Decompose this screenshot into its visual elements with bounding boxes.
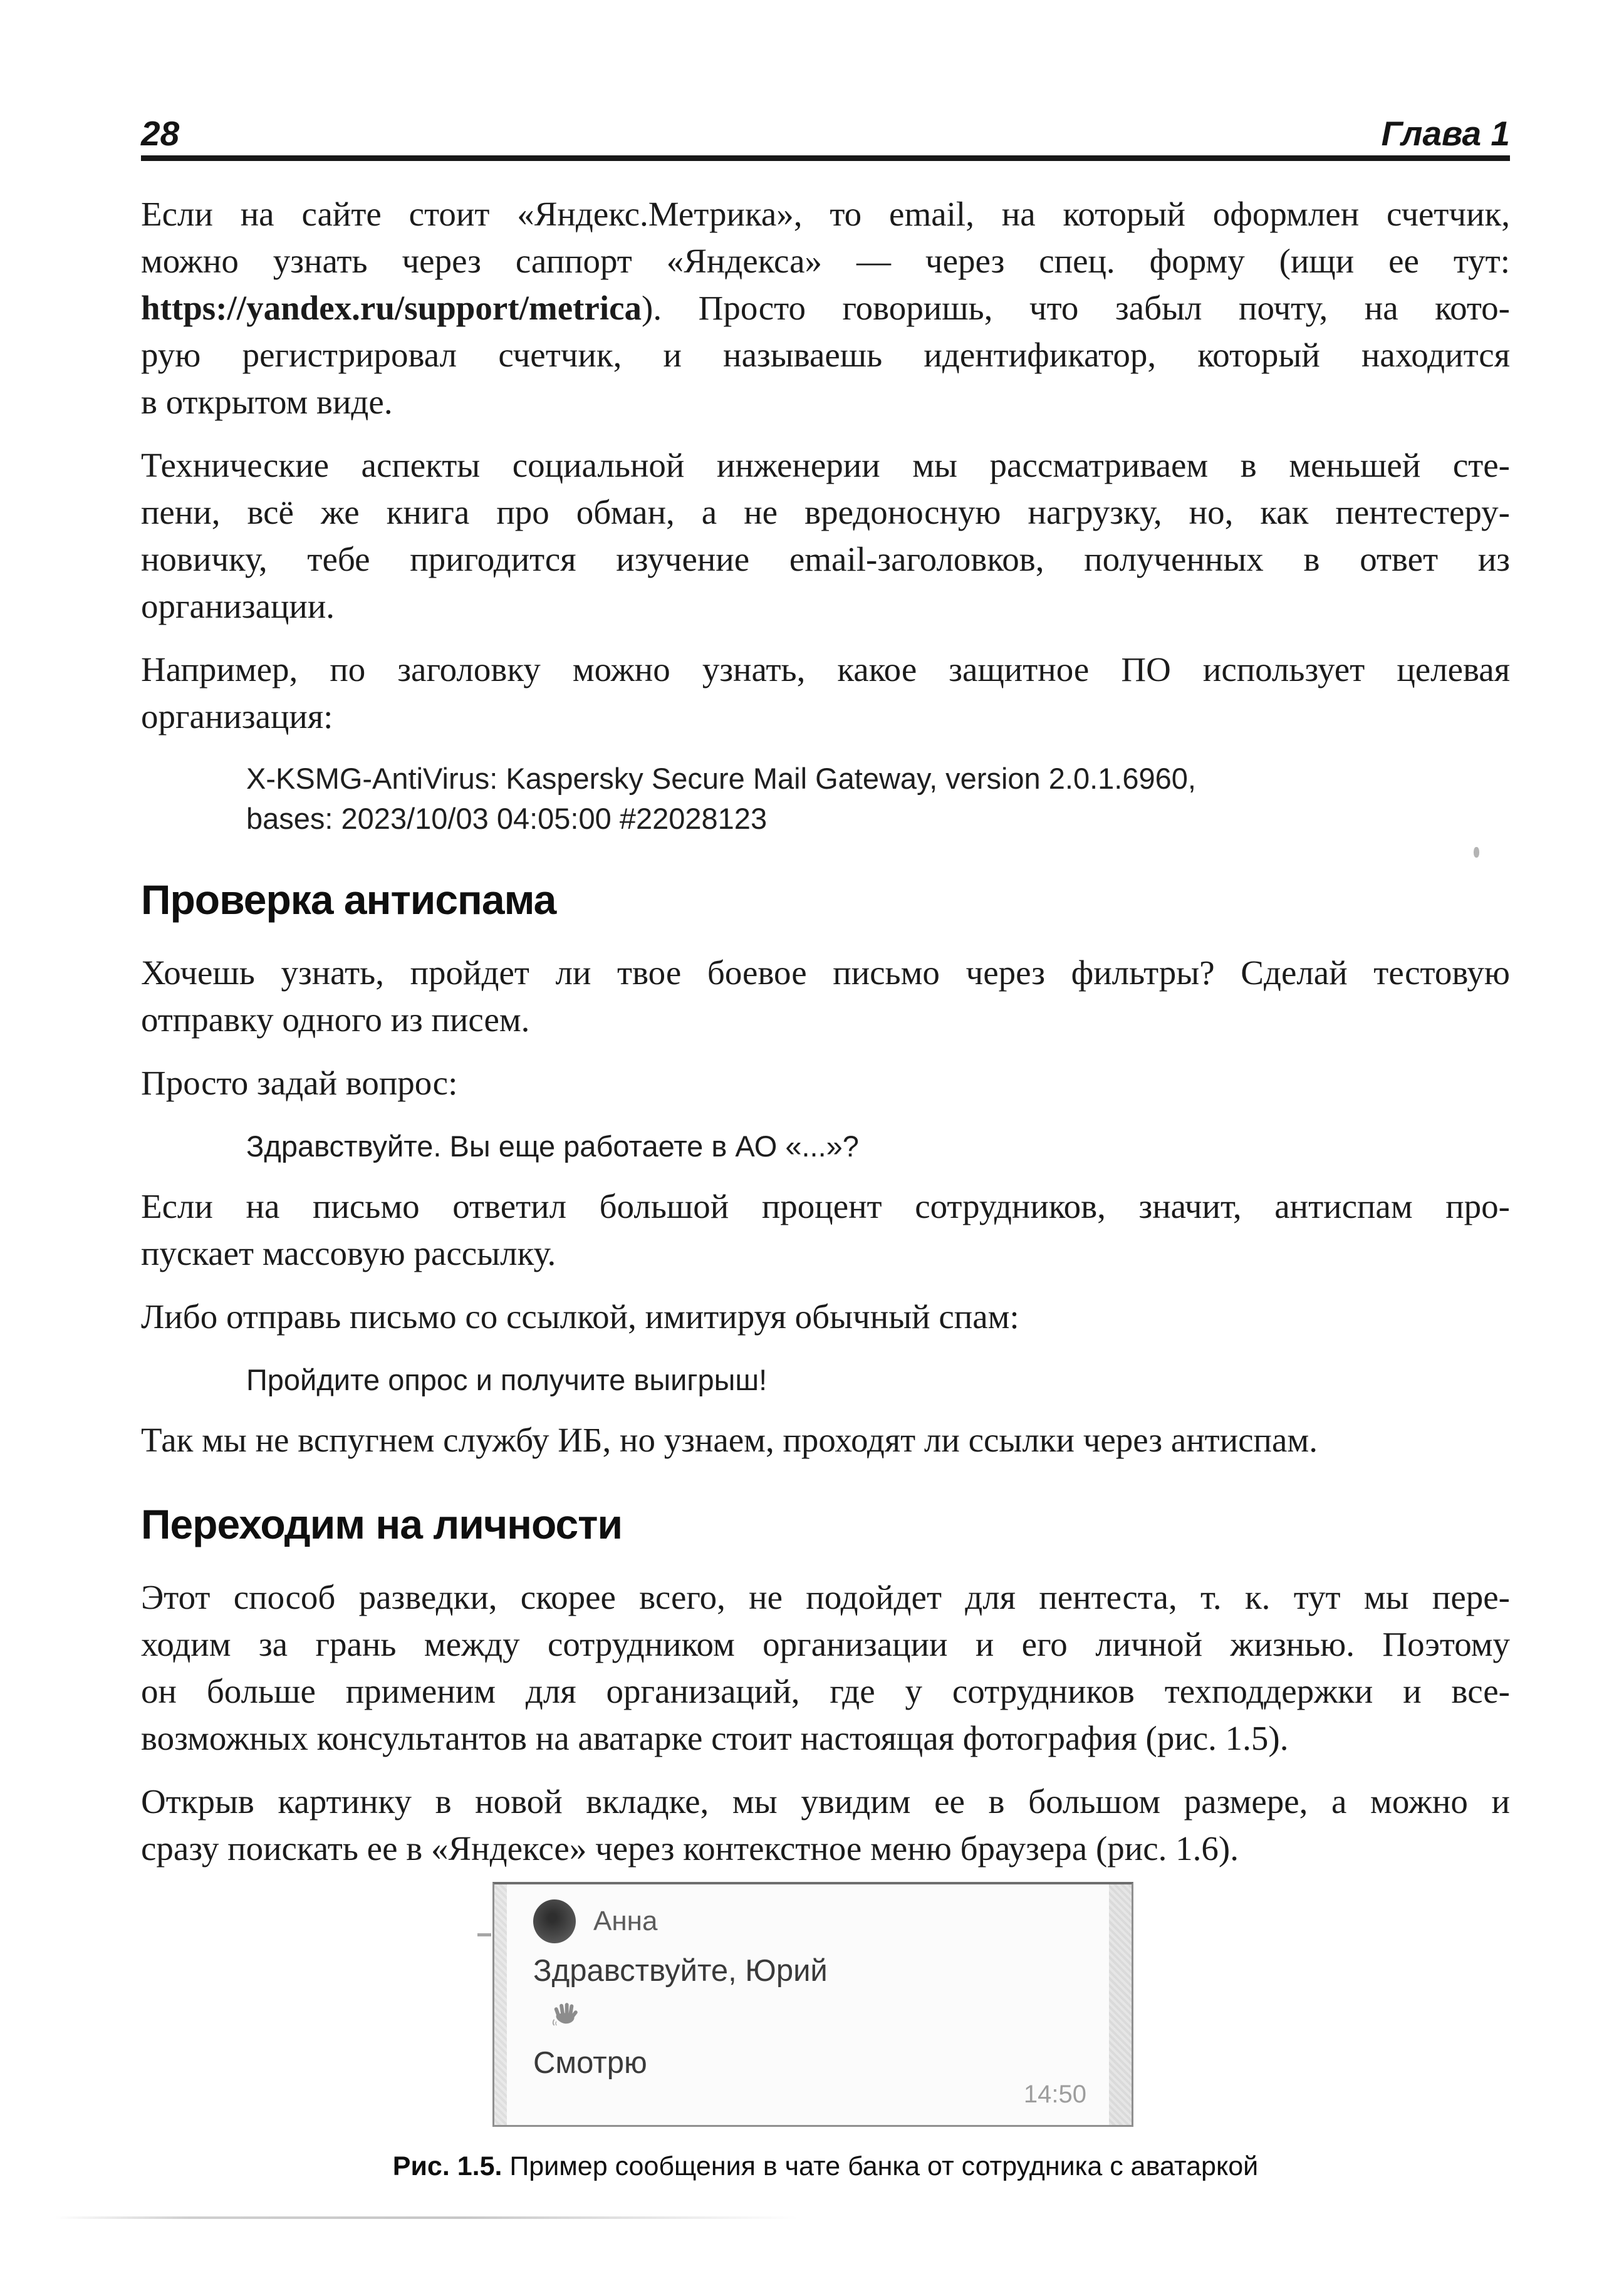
- chat-left-edge-stripe: [494, 1884, 507, 2125]
- text-line: [141, 1825, 1510, 1872]
- code-sample: [246, 759, 1510, 839]
- text-line: [246, 759, 1510, 799]
- body-text: в открытом виде.: [141, 383, 393, 421]
- body-text: Например, по заголовку можно узнать, какое защитное ПО использует целевая: [141, 650, 1510, 688]
- waving-hand-emoji: [543, 2000, 586, 2029]
- body-text: Пройдите опрос и получите выигрыш!: [246, 1363, 768, 1396]
- text-line: [141, 237, 1510, 284]
- body-text: Либо отправь письмо со ссылкой, имитируя обычный спам:: [141, 1297, 1019, 1336]
- body-text: можно узнать через саппорт «Яндекса» — через спец. форму (ищи ее тут:: [141, 242, 1510, 280]
- body-text: отправку одного из писем.: [141, 1000, 530, 1039]
- paragraph: [141, 1416, 1510, 1463]
- text-line: [246, 1360, 1510, 1400]
- body-text: организации.: [141, 587, 335, 625]
- body-text: Хочешь узнать, пройдет ли твое боевое письмо через фильтры? Сделай тестовую: [141, 953, 1510, 992]
- text-line: [141, 442, 1510, 489]
- text-line: [141, 1668, 1510, 1715]
- page-content: [141, 190, 1510, 1872]
- text-line: [141, 1778, 1510, 1825]
- text-line: [141, 284, 1510, 331]
- paragraph: [141, 1574, 1510, 1762]
- text-line: [141, 1230, 1510, 1277]
- chat-message-greeting: Здравствуйте, Юрий: [533, 1954, 828, 1988]
- body-text: Просто задай вопрос:: [141, 1064, 458, 1102]
- body-text: возможных консультантов на аватарке стоит настоящая фотография (рис. 1.5).: [141, 1719, 1289, 1757]
- scan-speck: [477, 1933, 491, 1936]
- text-line: [141, 1621, 1510, 1668]
- text-line: [141, 536, 1510, 583]
- paragraph: [141, 949, 1510, 1043]
- paragraph: [141, 1183, 1510, 1277]
- paragraph: [141, 1778, 1510, 1872]
- example-quote: [246, 1126, 1510, 1166]
- chat-message-status: Смотрю: [533, 2046, 647, 2080]
- body-text: Так мы не вспугнем службу ИБ, но узнаем, проходят ли ссылки через антиспам.: [141, 1421, 1318, 1459]
- text-line: [141, 378, 1510, 425]
- figure-caption-label: Рис. 1.5.: [392, 2151, 502, 2181]
- text-line: [141, 583, 1510, 630]
- text-line: [141, 331, 1510, 378]
- text-line: [246, 1126, 1510, 1166]
- body-text: Здравствуйте. Вы еще работаете в АО «...»?: [246, 1130, 859, 1163]
- figure-caption-text: Пример сообщения в чате банка от сотрудника с аватаркой: [502, 2151, 1259, 2181]
- text-line: [141, 489, 1510, 536]
- running-head: [141, 0, 1510, 152]
- section-heading: Проверка антиспама: [141, 876, 556, 923]
- page-number: 28: [141, 114, 180, 153]
- text-line: [141, 949, 1510, 996]
- text-line: [141, 1416, 1510, 1463]
- scan-speck: [1474, 847, 1479, 858]
- avatar: [533, 1899, 576, 1943]
- chat-sender-row: [533, 1899, 1108, 1943]
- header-rule: [141, 155, 1510, 161]
- figure-chat-screenshot: [492, 1882, 1133, 2127]
- section-heading: Переходим на личности: [141, 1501, 623, 1547]
- body-text: bases: 2023/10/03 04:05:00 #22028123: [246, 802, 768, 835]
- body-text: Технические аспекты социальной инженерии мы рассматриваем в меньшей сте-: [141, 446, 1510, 484]
- body-text: он больше применим для организаций, где у сотрудников техподдержки и все-: [141, 1672, 1510, 1710]
- chapter-title: Глава 1: [1381, 114, 1510, 153]
- paragraph: [141, 190, 1510, 425]
- text-line: [141, 1715, 1510, 1762]
- body-text: Если на сайте стоит «Яндекс.Метрика», то email, на который оформлен счетчик,: [141, 195, 1510, 233]
- body-text: организация:: [141, 697, 333, 735]
- text-line: [141, 646, 1510, 693]
- example-quote: [246, 1360, 1510, 1400]
- text-line: [141, 693, 1510, 740]
- text-line: [141, 190, 1510, 237]
- body-text: пени, всё же книга про обман, а не вредоносную нагрузку, но, как пентестеру-: [141, 493, 1510, 531]
- body-text: Этот способ разведки, скорее всего, не подойдет для пентеста, т. к. тут мы пере-: [141, 1578, 1510, 1616]
- text-line: [141, 1574, 1510, 1621]
- body-text: рую регистрировал счетчик, и называешь идентификатор, который находится: [141, 336, 1510, 374]
- body-text: пускает массовую рассылку.: [141, 1234, 556, 1272]
- body-text: сразу поискать ее в «Яндексе» через контекстное меню браузера (рис. 1.6).: [141, 1829, 1239, 1867]
- bold-url-text: https://yandex.ru/support/metrica: [141, 289, 642, 327]
- paragraph: [141, 442, 1510, 630]
- figure-caption: [141, 2151, 1510, 2182]
- scan-artifact-line: [55, 2216, 798, 2219]
- text-line: [141, 1059, 1510, 1106]
- text-line: [246, 799, 1510, 839]
- paragraph: [141, 1293, 1510, 1340]
- chat-scroll-track: [1109, 1884, 1132, 2125]
- body-text: ). Просто говоришь, что забыл почту, на кото-: [642, 289, 1510, 327]
- chat-sender-name: Анна: [593, 1906, 658, 1936]
- body-text: ходим за грань между сотрудником организации и его личной жизнью. Поэтому: [141, 1625, 1510, 1663]
- paragraph: [141, 646, 1510, 740]
- text-line: [141, 1183, 1510, 1230]
- body-text: X-KSMG-AntiVirus: Kaspersky Secure Mail Gateway, version 2.0.1.6960,: [246, 762, 1196, 795]
- text-line: [141, 996, 1510, 1043]
- paragraph: [141, 1059, 1510, 1106]
- body-text: Если на письмо ответил большой процент сотрудников, значит, антиспам про-: [141, 1187, 1510, 1225]
- text-line: [141, 1293, 1510, 1340]
- body-text: Открыв картинку в новой вкладке, мы увидим ее в большом размере, а можно и: [141, 1782, 1510, 1821]
- body-text: новичку, тебе пригодится изучение email-заголовков, полученных в ответ из: [141, 540, 1510, 578]
- chat-timestamp: 14:50: [1023, 2080, 1086, 2108]
